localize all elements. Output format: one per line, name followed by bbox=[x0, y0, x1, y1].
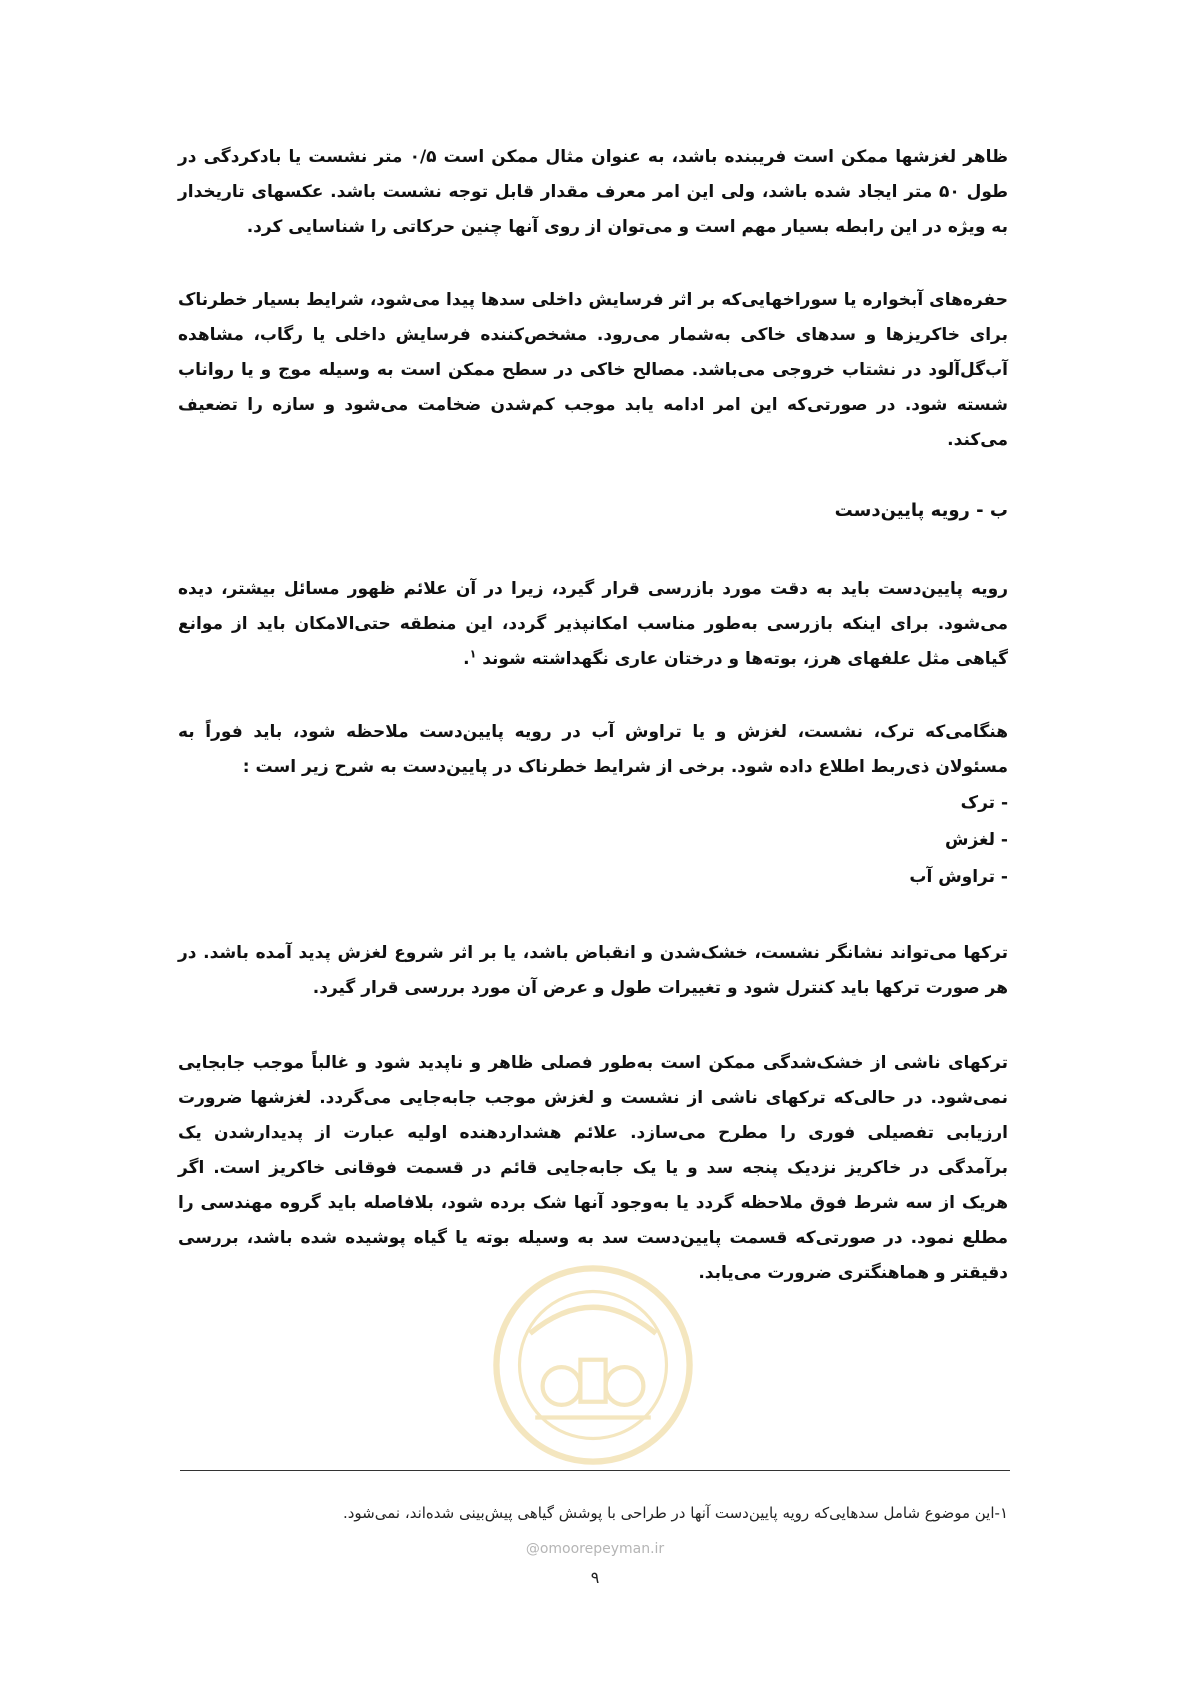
paragraph-3-end: . bbox=[463, 649, 470, 669]
footnote: ۱-این موضوع شامل سدهایی‌که رویه پایین‌دست آنها در طراحی با پوشش گیاهی پیش‌بینی شده‌اند، نمی‌شود. bbox=[342, 1504, 1008, 1522]
paragraph-3-text: رویه پایین‌دست باید به دقت مورد بازرسی قرار گیرد، زیرا در آن علائم ظهور مسائل بیشتر، دیده می‌شود. برای اینکه بازرسی به‌طور مناسب امکانپذیر گردد، این منطقه حتی‌الامکان باید از موانع گیاهی مثل علفهای هرز، بوته‌ها و درختان عاری نگهداشته شوند bbox=[178, 579, 1008, 669]
paragraph-6: ترکهای ناشی از خشک‌شدگی ممکن است به‌طور فصلی ظاهر و ناپدید شود و غالباً موجب جابجایی نمی‌شود. در حالی‌که ترکهای ناشی از نشست و لغزش موجب جابه‌جایی می‌گردد. لغزشها ضرورت ارزیابی تفصیلی فوری را مطرح می‌سازد. علائم هشداردهنده اولیه عبارت از پدیدارشدن یک برآمدگی در خاکریز نزدیک پنجه سد و یا یک جابه‌جایی قائم در قسمت فوقانی خاکریز است. اگر هریک از سه شرط فوق ملاحظه گردد یا به‌وجود آنها شک برده شود، بلافاصله باید گروه مهندسی را مطلع نمود. در صورتی‌که قسمت پایین‌دست سد به وسیله بوته یا گیاه پوشیده شده باشد، بررسی دقیقتر و هماهنگتری ضرورت می‌یابد. bbox=[178, 1053, 1008, 1283]
paragraph-2: حفره‌های آبخواره یا سوراخهایی‌که بر اثر فرسایش داخلی سدها پیدا می‌شود، شرایط بسیار خطرناک برای خاکریزها و سدهای خاکی به‌شمار می‌رود. مشخص‌کننده فرسایش داخلی یا رگاب، مشاهده آب‌گل‌آلود در نشتاب خروجی می‌باشد. مصالح خاکی در سطح ممکن است به وسیله موج و یا رواناب شسته شود. در صورتی‌که این امر ادامه یابد موجب کم‌شدن ضخامت می‌شود و سازه را تضعیف می‌کند. bbox=[178, 290, 1008, 450]
watermark-url: @omoorepeyman.ir bbox=[525, 1541, 665, 1557]
list-item: - لغزش bbox=[945, 830, 1008, 850]
page-number: ۹ bbox=[590, 1568, 600, 1587]
paragraph-1: ظاهر لغزشها ممکن است فریبنده باشد، به عنوان مثال ممکن است ۰/۵ متر نشست یا بادکردگی در طول ۵۰ متر ایجاد شده باشد، ولی این امر معرف مقدار قابل توجه نشست باشد. عکسهای تاریخدار به ویژه در این رابطه بسیار مهم است و می‌توان از روی آنها چنین حرکاتی را شناسایی کرد. bbox=[178, 147, 1009, 237]
list-item: - ترک bbox=[960, 793, 1008, 813]
footnote-reference[interactable]: ۱ bbox=[469, 647, 477, 661]
main-content bbox=[178, 140, 1008, 1291]
section-heading: ب - رویه پایین‌دست bbox=[834, 500, 1008, 521]
paragraph-3 bbox=[178, 572, 1008, 677]
seal-logo-icon bbox=[488, 1260, 698, 1470]
footnote-divider bbox=[180, 1470, 1010, 1471]
paragraph-5: ترکها می‌تواند نشانگر نشست، خشک‌شدن و انقباض باشد، یا بر اثر شروع لغزش پدید آمده باشد. در هر صورت ترکها باید کنترل شود و تغییرات طول و عرض آن مورد بررسی قرار گیرد. bbox=[178, 943, 1008, 998]
list-item: - تراوش آب bbox=[909, 867, 1008, 887]
hazard-list bbox=[178, 785, 1008, 896]
paragraph-4: هنگامی‌که ترک، نشست، لغزش و یا تراوش آب در رویه پایین‌دست ملاحظه شود، باید فوراً به مسئولان ذی‌ربط اطلاع داده شود. برخی از شرایط خطرناک در پایین‌دست به شرح زیر است : bbox=[178, 722, 1008, 777]
